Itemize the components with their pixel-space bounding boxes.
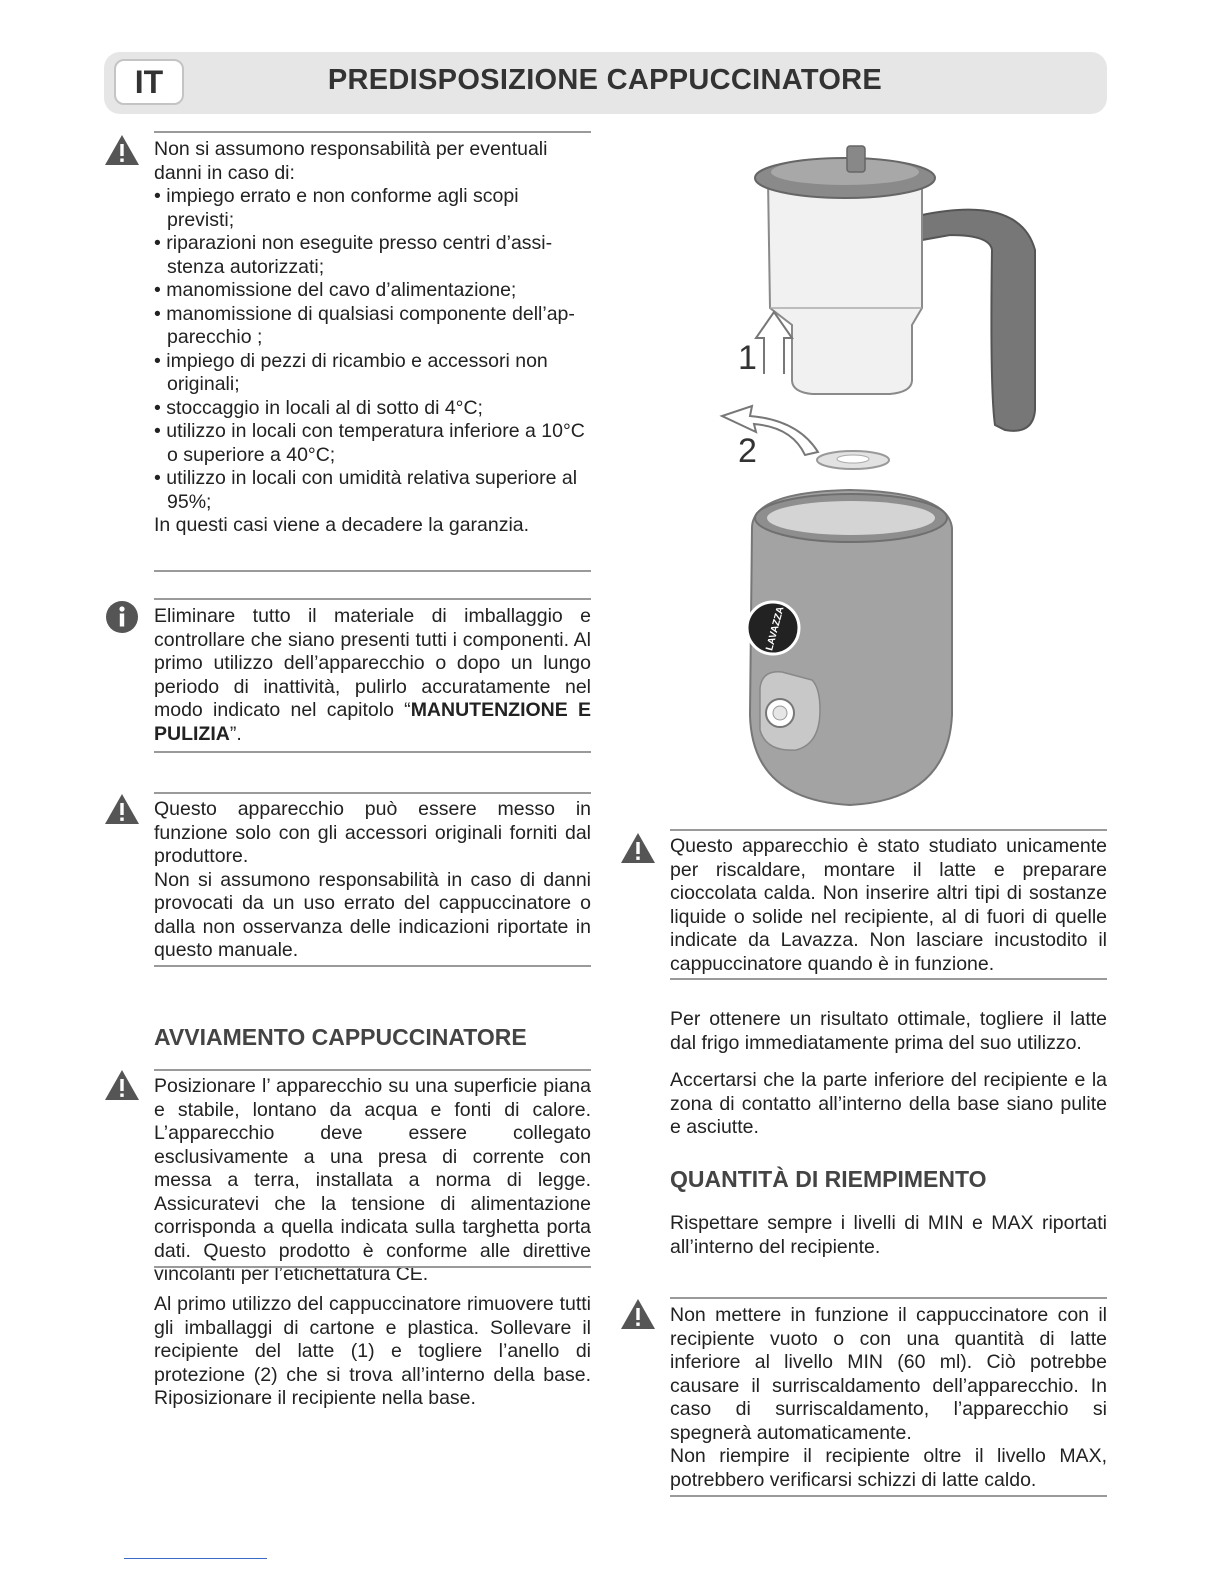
brand-text: LAVAZZA (764, 605, 787, 652)
language-badge: IT (114, 59, 184, 105)
info-bold-ref: MANUTENZIONE E PULIZIA (154, 699, 592, 745)
milk-jug (768, 180, 922, 394)
divider (154, 1069, 591, 1071)
jug-handle (922, 210, 1035, 431)
info-end: ”. (229, 722, 242, 745)
section-heading-startup: AVVIAMENTO CAPPUCCINATORE (154, 1024, 527, 1050)
divider (154, 131, 591, 133)
warning-icon (620, 832, 656, 864)
page-title: PREDISPOSIZIONE CAPPUCCINATORE (327, 64, 883, 96)
divider (154, 965, 591, 967)
warning-intro: Non si assumono responsabilità per eventuali danni in caso di: (154, 138, 548, 184)
divider (154, 751, 591, 753)
divider (670, 829, 1107, 831)
footer-line (124, 1558, 267, 1559)
divider (670, 978, 1107, 980)
list-item: • manomissione del cavo d’alimentazione; (154, 279, 517, 301)
divider (154, 1266, 591, 1268)
list-item: • riparazioni non eseguite presso centri d’assi-stenza autorizzati; (154, 232, 553, 278)
warning-icon (620, 1298, 656, 1330)
clean-parts-paragraph: Accertarsi che la parte inferiore del recipiente e la zona di contatto all’interno della base siano pulite e asciutte. (670, 1069, 1107, 1138)
figure-label-2: 2 (738, 432, 757, 470)
list-item: • impiego di pezzi di ricambio e accessori non originali; (154, 349, 548, 395)
section-heading-quantity: QUANTITÀ DI RIEMPIMENTO (670, 1166, 987, 1192)
list-item: • utilizzo in locali con umidità relativa superiore al 95%; (154, 467, 578, 513)
figure-label-1: 1 (738, 339, 757, 377)
arrow-curve-icon (722, 406, 818, 455)
warning-outro: In questi casi viene a decadere la garanzia. (154, 514, 530, 536)
divider (154, 598, 591, 600)
list-item: • manomissione di qualsiasi componente dell’ap-parecchio ; (154, 302, 575, 348)
divider (154, 792, 591, 794)
warning-block-intended-use: Questo apparecchio è stato studiato unicamente per riscaldare, montare il latte e preparare cioccolata calda. Non inserire altri tipi di sostanze liquide o solide nel recipiente, al di fuori di quelle indicate da Lavazza. Non lasciare incustodito il cappuccinatore quando è in funzione. (670, 835, 1107, 975)
warning-icon (104, 1069, 140, 1101)
warning-para: Questo apparecchio può essere messo in funzione solo con gli accessori originali forniti dal produttore. (154, 798, 591, 867)
first-use-paragraph: Al primo utilizzo del cappuccinatore rimuovere tutti gli imballaggi di cartone e plastica. Sollevare il recipiente del latte (1) e togliere l’anello di protezione (2) che si trova all’interno della base. Riposizionare il recipiente nella base. (154, 1293, 591, 1409)
divider (154, 570, 591, 572)
levels-paragraph: Rispettare sempre i livelli di MIN e MAX riportati all’interno del recipiente. (670, 1212, 1107, 1258)
divider (670, 1297, 1107, 1299)
list-item: • impiego errato e non conforme agli scopi previsti; (154, 185, 519, 231)
cappuccinatore-illustration (700, 140, 1080, 820)
info-icon (105, 600, 139, 634)
info-text: Eliminare tutto il materiale di imballaggio e controllare che siano presenti tutti i componenti. Al primo utilizzo dell’apparecchio o dopo un lungo periodo di inattività, pulirlo accuratamente nel modo indicato nel capitolo “ (154, 605, 591, 721)
warning-block-placement: Posizionare l’ apparecchio su una superficie piana e stabile, lontano da acqua e fonti di calore. L’apparecchio deve essere collegato esclusivamente a una presa di corrente con messa a terra, installata a norma di legge. Assicuratevi che la tensione di alimentazione corrisponda a quella indicata sulla targhetta porta dati. Questo prodotto è conforme alle direttive vincolanti per l’etichettatura CE. (154, 1075, 591, 1285)
warning-block-liability (154, 138, 591, 538)
list-item: • utilizzo in locali con temperatura inferiore a 10°C o superiore a 40°C; (154, 420, 585, 466)
warning-para: Non si assumono responsabilità in caso di danni provocati da un uso errato del cappuccinatore o dalla non osservanza delle indicazioni riportate in questo manuale. (154, 868, 591, 961)
warning-block-accessories (154, 798, 591, 963)
list-item: • stoccaggio in locali al di sotto di 4°C; (154, 396, 483, 419)
warning-block-fill-level (670, 1304, 1107, 1492)
warning-para: Non riempire il recipiente oltre il livello MAX, potrebbero verificarsi schizzi di latte caldo. (670, 1445, 1107, 1491)
warning-icon (104, 134, 140, 166)
warning-icon (104, 793, 140, 825)
milk-tip-paragraph: Per ottenere un risultato ottimale, togliere il latte dal frigo immediatamente prima del suo utilizzo. (670, 1008, 1107, 1054)
divider (670, 1495, 1107, 1497)
warning-para: Non mettere in funzione il cappuccinatore con il recipiente vuoto o con una quantità di latte inferiore al livello MIN (60 ml). Ciò potrebbe causare il surriscaldamento dell’apparecchio. In caso di surriscaldamento, l’apparecchio si spegnerà automaticamente. (670, 1304, 1107, 1444)
info-block-packaging (154, 605, 591, 746)
